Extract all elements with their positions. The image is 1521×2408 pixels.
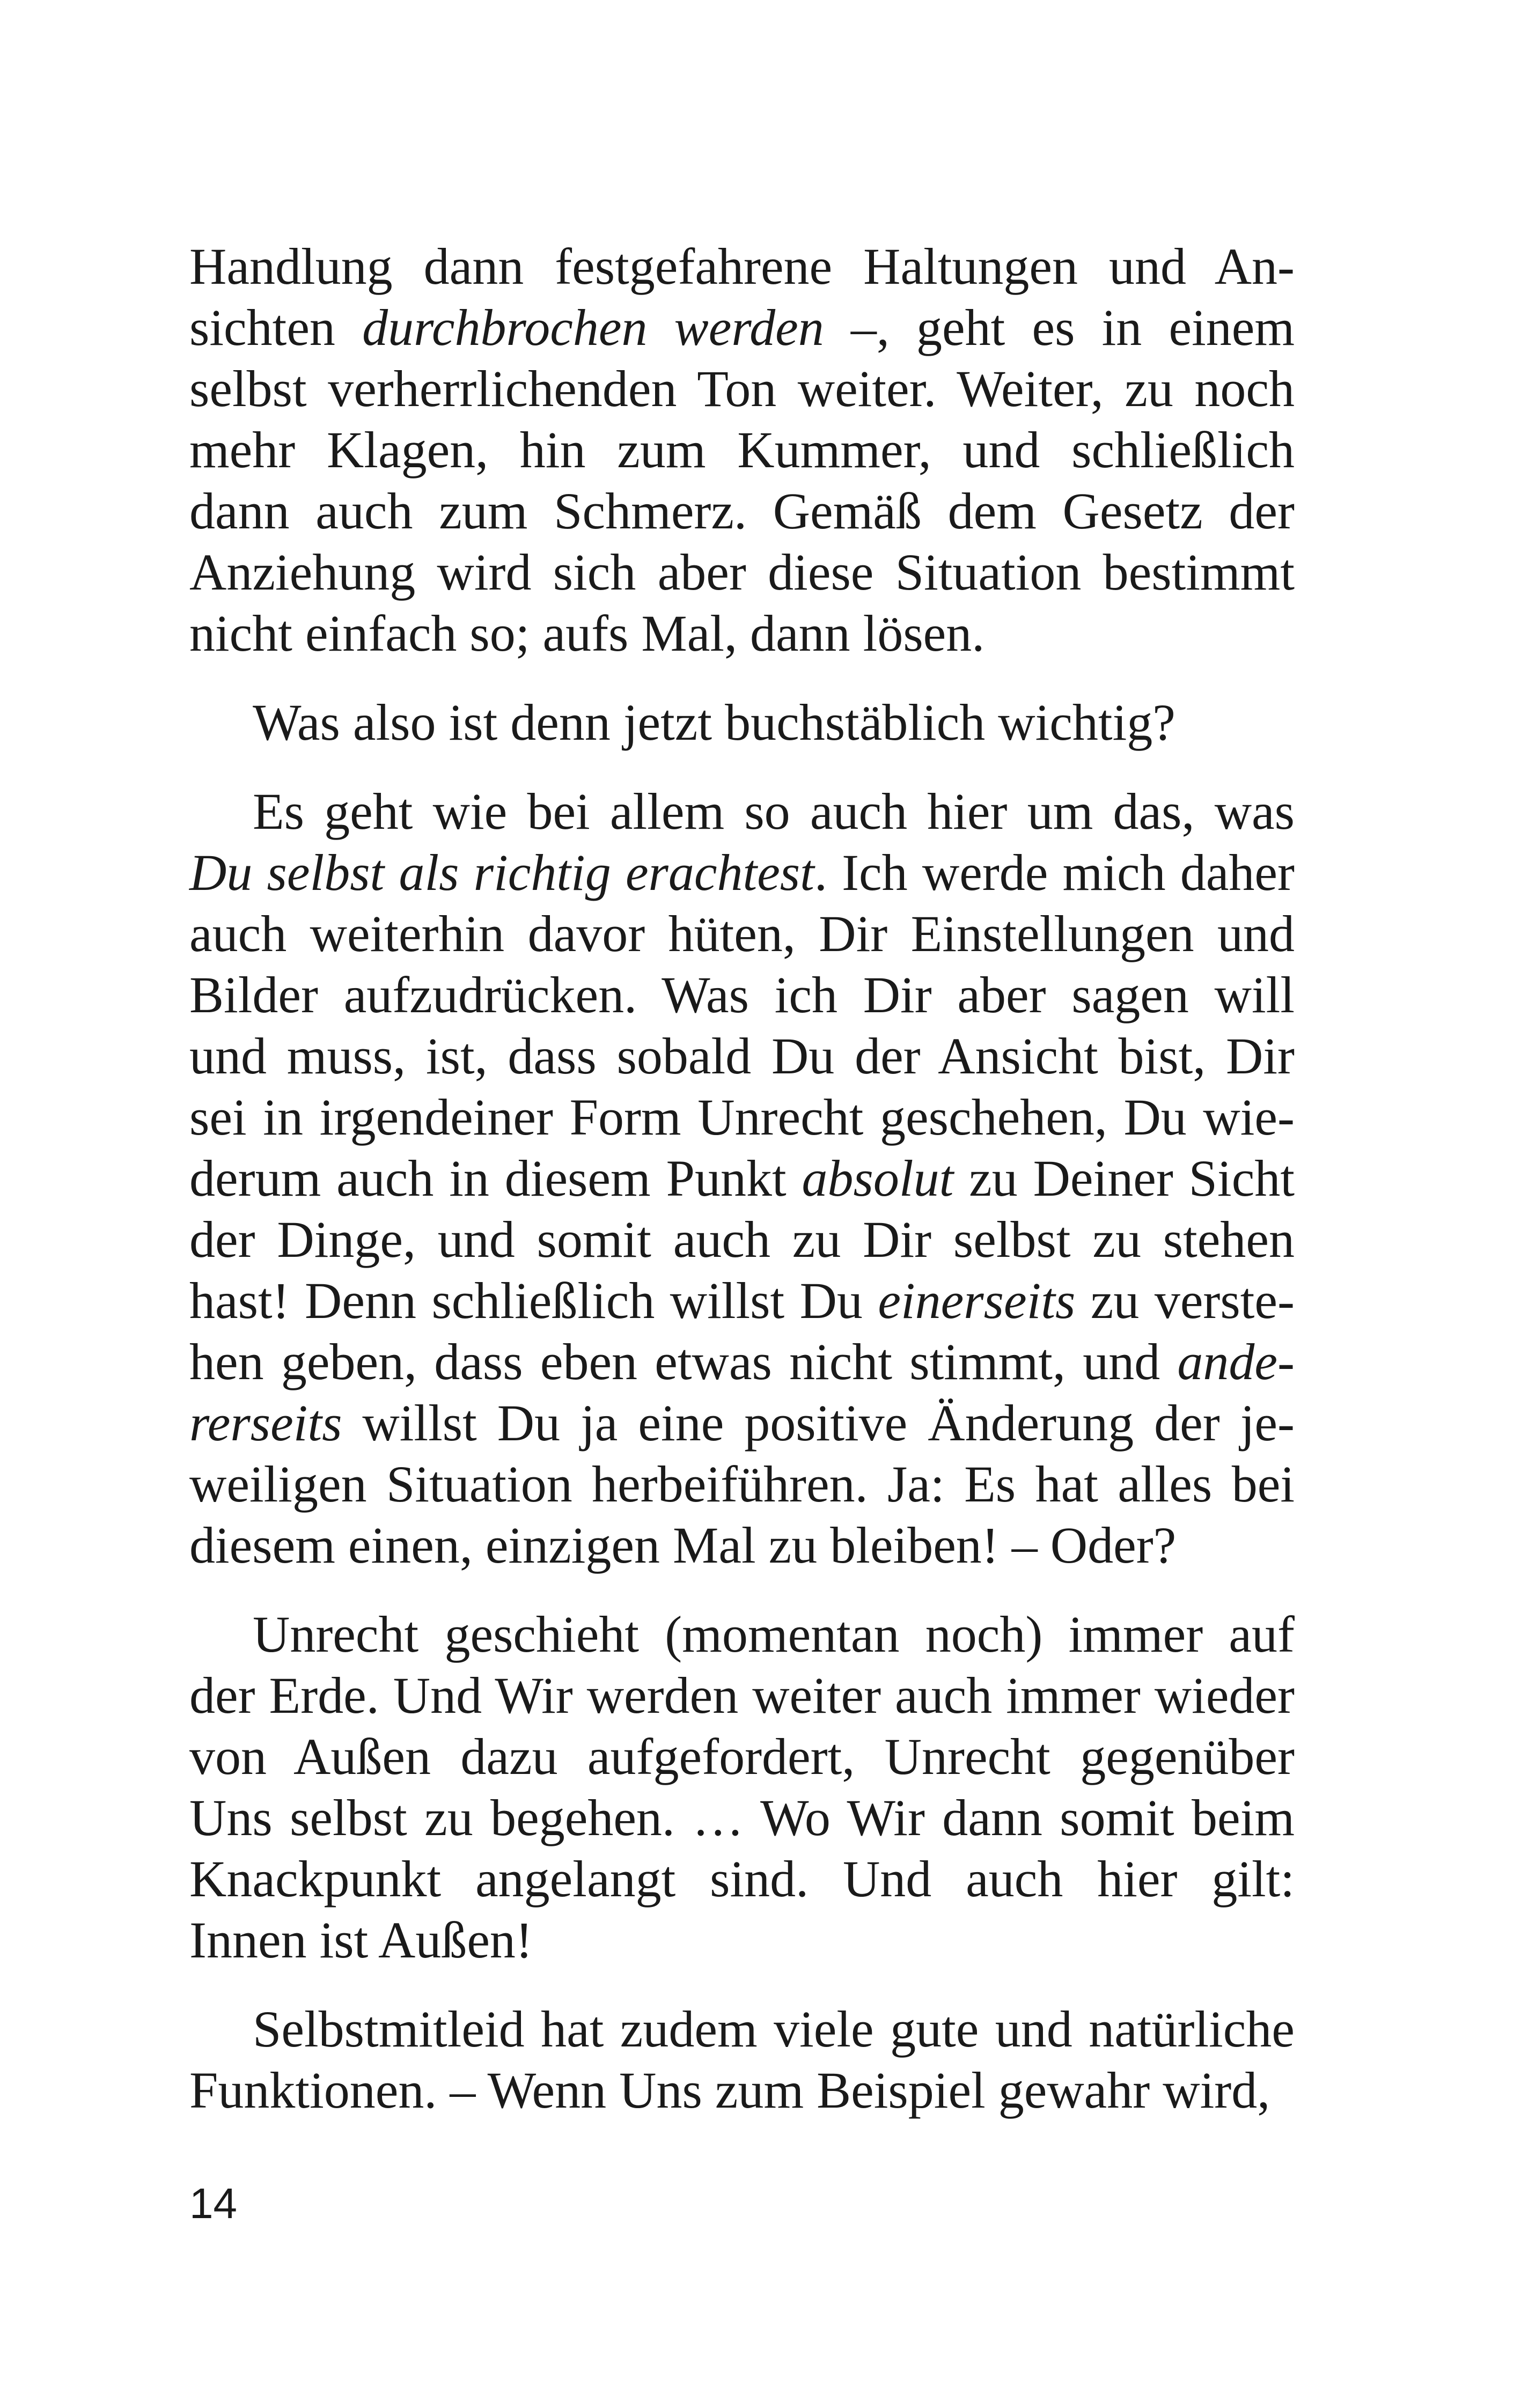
text-run: Was also ist denn jetzt buchstäblich wichtig? — [253, 694, 1175, 751]
page-number: 14 — [189, 2179, 237, 2227]
text-run: Selbstmitleid hat zudem viele gute und natürliche Funktionen. – Wenn Uns zum Beispiel gewahr wird, — [189, 2000, 1295, 2119]
text-run: Es geht wie bei allem so auch hier um das, was — [253, 783, 1295, 840]
text-run: Unrecht geschieht (momentan noch) immer auf der Erde. Und Wir werden weiter auch immer wieder von Außen dazu aufgefordert, Unrecht gegenüber Uns selbst zu begehen. … Wo Wir dann somit beim Knackpunkt angelangt sind. Und auch hier gilt: Innen ist Außen! — [189, 1606, 1295, 1969]
italic-text-run: einerseits — [878, 1272, 1076, 1329]
paragraph-2 — [189, 692, 1295, 753]
text-run: . Ich werde mich daher auch weiterhin davor hüten, Dir Einstellungen und Bilder aufzudrücken. Was ich Dir aber sagen will und muss, ist, dass sobald Du der Ansicht bist, Dir sei in irgendeiner Form Unrecht geschehen, Du wiederum auch in diesem Punkt — [189, 844, 1295, 1207]
paragraph-3 — [189, 781, 1295, 1576]
text-run: zu Deiner Sicht der Dinge, und somit auch zu Dir selbst zu stehen hast! Denn schließlich willst Du — [189, 1150, 1295, 1329]
italic-text-run: absolut — [802, 1150, 954, 1207]
paragraph-4 — [189, 1604, 1295, 1971]
body-text — [189, 236, 1295, 2121]
italic-text-run: durchbrochen werden — [362, 299, 824, 356]
text-run: –, geht es in einem selbst verherrlichenden Ton weiter. Weiter, zu noch mehr Klagen, hin zum Kummer, und schließlich dann auch zum Schmerz. Gemäß dem Gesetz der Anziehung wird sich aber diese Situation bestimmt nicht einfach so; aufs Mal, dann lösen. — [189, 299, 1295, 662]
text-run: zu verstehen geben, dass eben etwas nicht stimmt, und — [189, 1272, 1295, 1390]
paragraph-5 — [189, 1999, 1295, 2121]
text-run: Handlung dann festgefahrene Haltungen und Ansichten — [189, 238, 1295, 356]
italic-text-run: Du selbst als richtig erachtest — [189, 844, 814, 901]
paragraph-1 — [189, 236, 1295, 664]
text-run: willst Du ja eine positive Änderung der jeweiligen Situation herbeiführen. Ja: Es hat alles bei diesem einen, einzigen Mal zu bleiben! – Oder? — [189, 1394, 1295, 1574]
italic-text-run: andererseits — [189, 1333, 1295, 1452]
